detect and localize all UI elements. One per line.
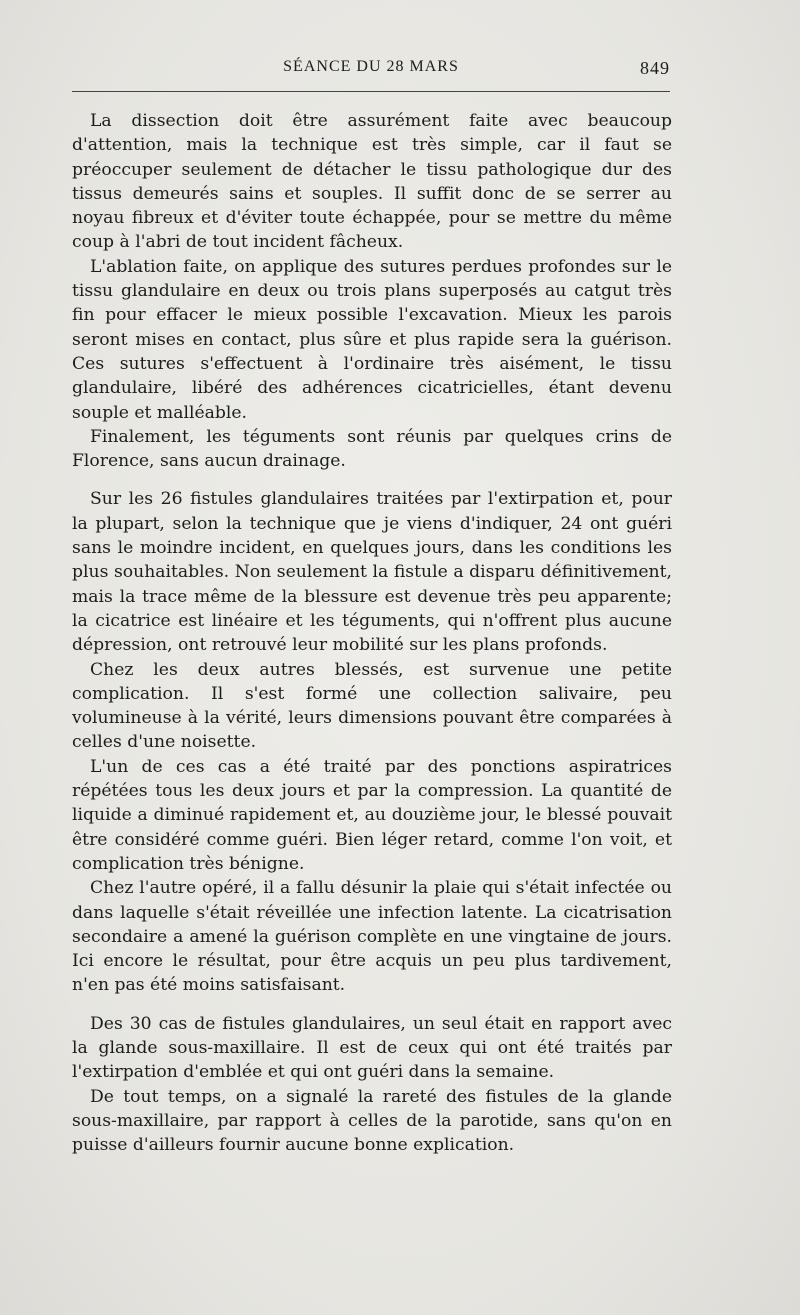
paragraph: Chez les deux autres blessés, est survenue une petite complication. Il s'est formé une collection salivaire, peu volumineuse à la vérité, leurs dimensions pouvant être comparées à celles d'une noisette. — [72, 659, 672, 753]
paragraph: L'un de ces cas a été traité par des ponctions aspiratrices répétées tous les deux jours et par la compression. La quantité de liquide a diminué rapidement et, au douzième jour, le blessé pouvait être considéré comme guéri. Bien léger retard, comme l'on voit, et complication très bénigne. — [72, 756, 672, 874]
page-number: 849 — [640, 58, 670, 78]
paragraph: De tout temps, on a signalé la rareté des fistules de la glande sous-maxillaire, par rapport à celles de la parotide, sans qu'on en puisse d'ailleurs fournir aucune bonne explication. — [72, 1086, 672, 1156]
header-rule — [72, 91, 670, 92]
paragraph: Sur les 26 fistules glandulaires traitées par l'extirpation et, pour la plupart, selon la technique que je viens d'indiquer, 24 ont guéri sans le moindre incident, en quelques jours, dans les conditions les plus souhaitables. Non seulement la fistule a disparu définitivement, mais la trace même de la blessure est devenue très peu apparente; la cicatrice est linéaire et les téguments, qui n'offrent plus aucune dépression, ont retrouvé leur mobilité sur les plans profonds. — [72, 489, 672, 656]
paragraph: Chez l'autre opéré, il a fallu désunir la plaie qui s'était infectée ou dans laquelle s'était réveillée une infection latente. La cicatrisation secondaire a amené la guérison complète en une vingtaine de jours. Ici encore le résultat, pour être acquis un peu plus tardivement, n'en pas été moins satisfaisant. — [72, 878, 672, 996]
paragraph: Des 30 cas de fistules glandulaires, un seul était en rapport avec la glande sous-maxillaire. Il est de ceux qui ont été traités par l'extirpation d'emblée et qui ont guéri dans la semaine. — [72, 1013, 672, 1083]
paragraph: Finalement, les téguments sont réunis par quelques crins de Florence, sans aucun drainage. — [72, 426, 672, 472]
running-title: SÉANCE DU 28 MARS — [283, 58, 459, 75]
running-head — [72, 58, 670, 80]
paragraph: L'ablation faite, on applique des sutures perdues profondes sur le tissu glandulaire en deux ou trois plans superposés au catgut très fin pour effacer le mieux possible l'excavation. Mieux les parois seront mises en contact, plus sûre et plus rapide sera la guérison. Ces sutures s'effectuent à l'ordinaire très aisément, le tissu glandulaire, libéré des adhérences cicatricielles, étant devenu souple et malléable. — [72, 256, 672, 423]
paragraph: La dissection doit être assurément faite avec beaucoup d'attention, mais la technique est très simple, car il faut se préoccuper seulement de détacher le tissu pathologique dur des tissus demeurés sains et souples. Il suffit donc de se serrer au noyau fibreux et d'éviter toute échappée, pour se mettre du même coup à l'abri de tout incident fâcheux. — [72, 111, 672, 253]
body-text — [72, 109, 672, 1157]
